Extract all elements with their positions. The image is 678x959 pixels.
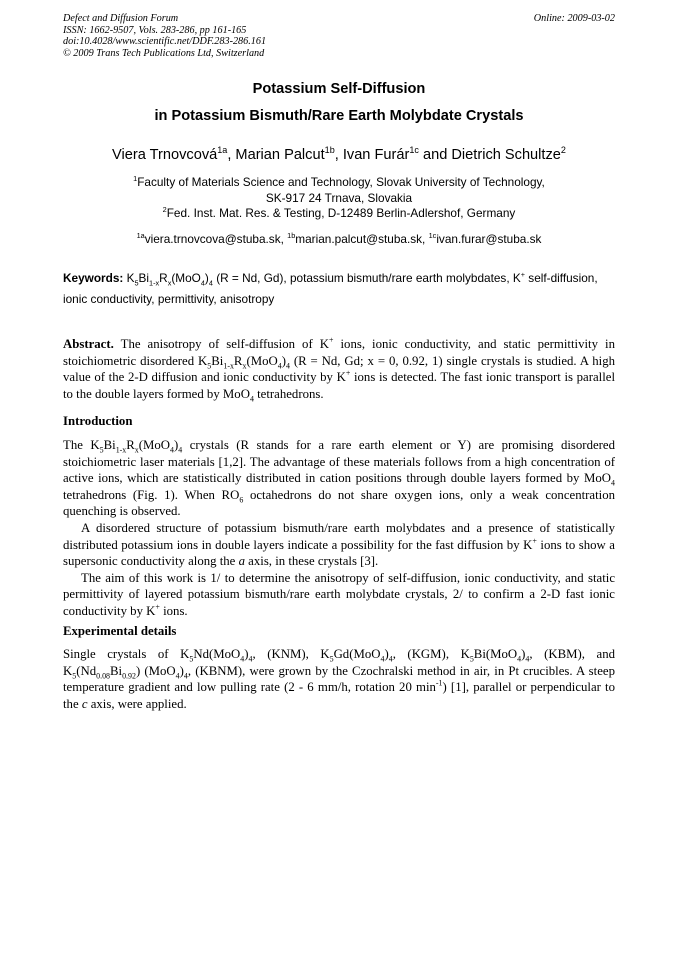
introduction-section: [63, 437, 615, 620]
doi-line: doi:10.4028/www.scientific.net/DDF.283-286.161: [63, 36, 267, 48]
author-name: Dietrich Schultze: [451, 147, 561, 163]
abstract-formula: $K_5Bi_{1-x}R_x(MoO_4)_4$: [198, 353, 290, 371]
experimental-heading: Experimental details: [63, 624, 177, 638]
author-affil-mark: 1a: [217, 145, 228, 156]
journal-header: [63, 13, 615, 59]
author-list: [63, 147, 615, 163]
abstract-text: (R = Nd, Gd; x = 0, 0.92, 1) single crystals is studied. A high value of the 2-D diffusion and ionic conductivity by K: [63, 353, 615, 385]
email-address[interactable]: ivan.furar@stuba.sk: [436, 232, 542, 246]
affil-mark: 1: [133, 174, 138, 184]
issn-line: ISSN: 1662-9507, Vols. 283-286, pp 161-165: [63, 24, 247, 36]
email-list: [63, 232, 615, 246]
introduction-heading: Introduction: [63, 414, 133, 428]
paper-title-line-2: in Potassium Bismuth/Rare Earth Molybdate Crystals: [154, 108, 524, 124]
abstract-text: The anisotropy of self-diffusion of K: [113, 337, 329, 351]
formula-kbnm: $K_5(Nd_{0.08}Bi_{0.92})$ $(MoO_4)_4$: [63, 663, 188, 681]
online-date: Online: 2009-03-02: [533, 13, 615, 24]
author-name: Marian Palcut: [235, 147, 325, 163]
formula-knm: $K_5Nd(MoO_4)_4$: [180, 647, 253, 664]
copyright-line: © 2009 Trans Tech Publications Ltd, Switzerland: [63, 47, 265, 59]
author-separator: ,: [334, 147, 343, 163]
email-mark: 1c: [428, 231, 437, 241]
experimental-paragraph: Single crystals of $K_5Nd(MoO_4)_4$, (KNM), $K_5Gd(MoO_4)_4$, (KGM), $K_5Bi(MoO_4)_4$, (KBM), and $K_5(Nd_{0.08}Bi_{0.92})$ $(MoO_4)_4$, (KBNM), were grown by the Czochralski method in air, in Pt crucibles. A steep temperature gradient and low pulling rate (2 - 6 mm/h, rotation 20 $\min^{-1}$) [1], parallel or perpendicular to the c axis, were applied.: [63, 647, 616, 711]
author-name: Viera Trnovcová: [112, 147, 218, 163]
author-separator: ,: [227, 147, 236, 163]
affiliation-1-line-1: Faculty of Materials Science and Technology, Slovak University of Technology,: [137, 175, 545, 189]
keywords-label: Keywords:: [63, 271, 124, 285]
author-affil-mark: 2: [560, 145, 566, 156]
author-affil-mark: 1b: [324, 145, 335, 156]
abstract: [63, 336, 615, 402]
author-affil-mark: 1c: [409, 145, 419, 156]
email-mark: 1b: [287, 231, 296, 241]
abstract-text: ions is detected. The fast ionic transport is parallel to the double layers formed by MoO: [63, 370, 615, 401]
charge-mark: +: [520, 270, 526, 280]
subscript: 4: [249, 394, 254, 404]
email-address[interactable]: marian.palcut@stuba.sk: [295, 232, 423, 246]
affiliation-1-line-2: SK-917 24 Trnava, Slovakia: [265, 190, 413, 205]
intro-paragraph-2: A disordered structure of potassium bismuth/rare earth molybdates and a presence of statistically distributed potassium ions in double layers indicate a possibility for the fast diffusion by K+ ions to show a supersonic conductivity along the a axis, in these crystals [3].: [63, 520, 615, 569]
affiliations: [63, 175, 615, 222]
affiliation-2-line: Fed. Inst. Mat. Res. & Testing, D-12489 Berlin-Adlershof, Germany: [166, 206, 516, 220]
affiliation-1: [63, 175, 615, 191]
intro-paragraph-3: The aim of this work is 1/ to determine the anisotropy of self-diffusion, ionic conductivity, and static permittivity of layered potassium bismuth/rare earth molybdate crystals, 2/ to confirm a 2-D fast ionic conductivity by K+ ions.: [63, 570, 615, 618]
affiliation-2: [63, 206, 615, 222]
abstract-text: tetrahedrons.: [253, 386, 324, 401]
email-mark: 1a: [136, 231, 145, 241]
charge-mark: +: [328, 335, 334, 345]
keywords: [63, 268, 615, 310]
keywords-text: self-diffusion, ionic conductivity, permittivity, anisotropy: [63, 271, 598, 306]
intro-formula: $K_5Bi_{1-x}R_x(MoO_4)_4$: [90, 438, 183, 455]
charge-mark: +: [345, 368, 351, 378]
intro-paragraph-1: The $K_5Bi_{1-x}R_x(MoO_4)_4$ crystals (R stands for a rare earth element or Y) are promising disordered stoichiometric laser materials [1,2]. The advantage of these materials follows from a high concentration of active ions, which are statistically distributed in cation positions through double layers formed by MoO$_4$ tetrahedrons (Fig. 1). When $RO_6$ octahedrons do not share oxygen ions, only a weak concentration quenching is observed.: [63, 438, 615, 519]
journal-name: Defect and Diffusion Forum: [63, 13, 179, 24]
email-separator: ,: [422, 232, 429, 246]
abstract-label: Abstract.: [63, 337, 114, 351]
formula-kgm: $K_5Gd(MoO_4)_4$: [320, 647, 393, 664]
email-address[interactable]: viera.trnovcova@stuba.sk: [144, 232, 281, 246]
author-name: Ivan Furár: [342, 147, 410, 163]
formula-kbm: $K_5Bi(MoO_4)_4$: [460, 647, 530, 664]
affil-mark: 2: [162, 205, 167, 215]
keywords-text: (R = Nd, Gd), potassium bismuth/rare earth molybdates, K: [216, 271, 521, 285]
email-separator: ,: [280, 232, 288, 246]
paper-title-line-1: Potassium Self-Diffusion: [252, 81, 426, 97]
keyword-formula: $K_5Bi_{1-x}R_x(MoO_4)_4$: [126, 271, 213, 288]
abstract-text: ions, ionic conductivity, and static permittivity in stoichiometric disordered: [63, 337, 615, 368]
author-separator: and: [418, 147, 452, 163]
